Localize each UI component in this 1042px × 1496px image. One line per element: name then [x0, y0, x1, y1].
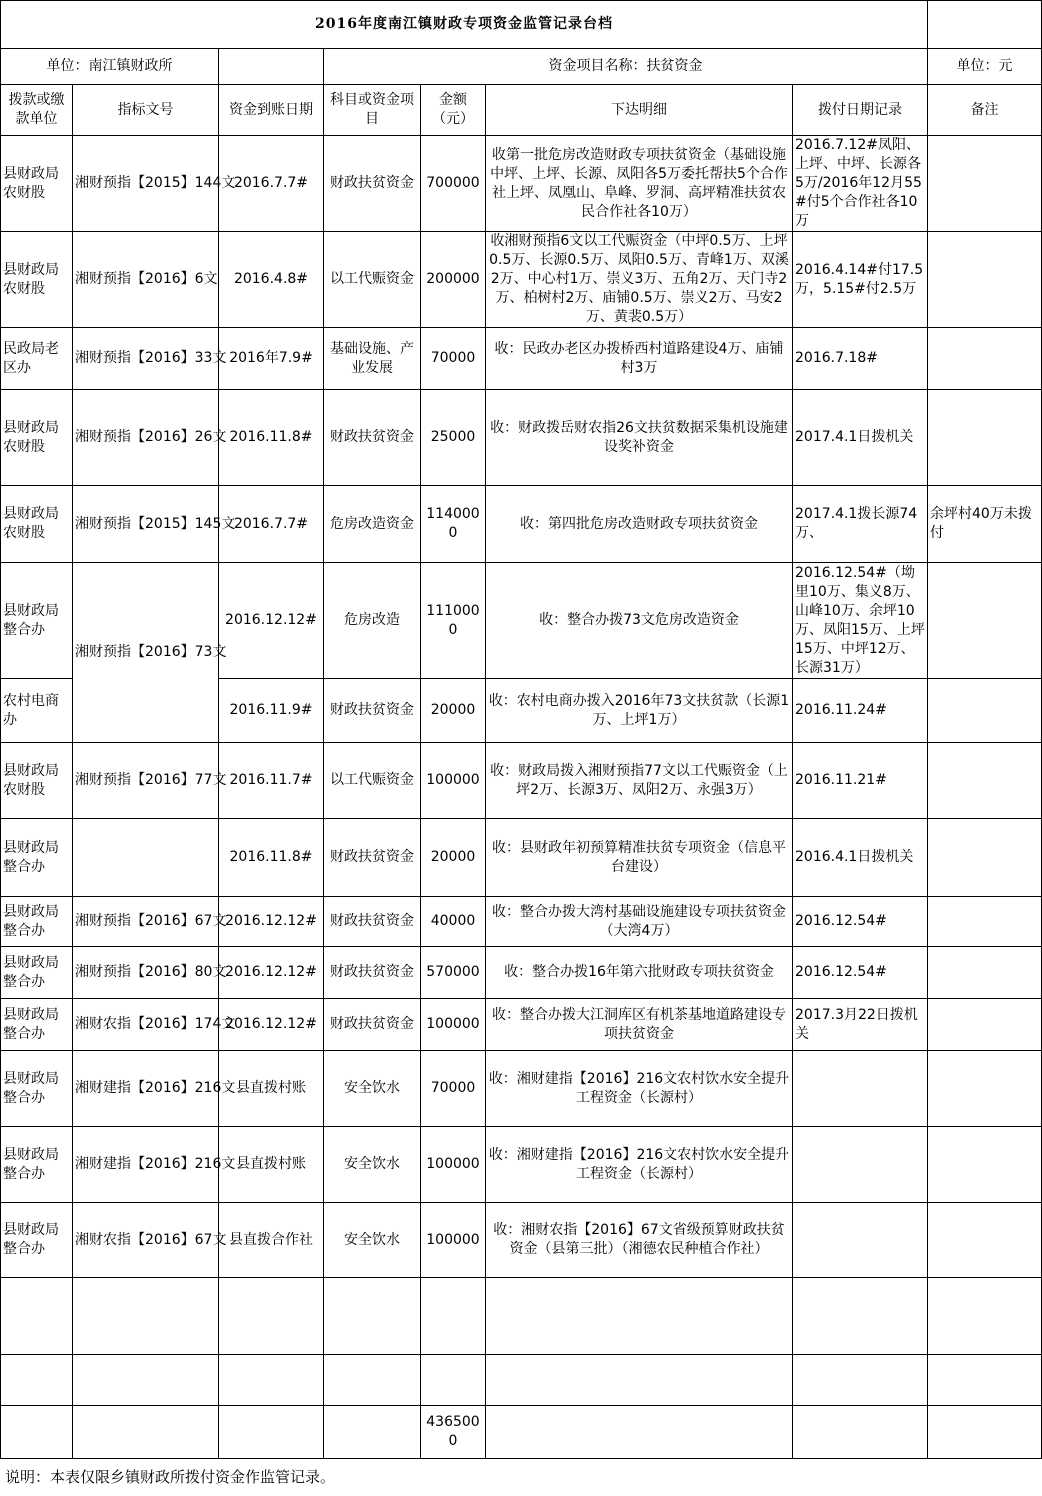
- cell-source: 县财政局整合办: [1, 819, 73, 897]
- cell-source: 县财政局整合办: [1, 563, 73, 679]
- cell-amount: 40000: [421, 897, 486, 947]
- cell-pay: [793, 1127, 928, 1203]
- cell-pay: 2016.7.18#: [793, 328, 928, 390]
- cell-amount: 100000: [421, 1127, 486, 1203]
- cell-amount: 100000: [421, 1203, 486, 1278]
- cell-date: 2016.11.8#: [219, 390, 324, 486]
- cell-subject: 财政扶贫资金: [324, 999, 421, 1051]
- cell-doc: 湘财预指【2015】145文: [73, 486, 219, 563]
- cell-doc: 湘财预指【2016】33文: [73, 328, 219, 390]
- project-name-label: 资金项目名称：扶贫资金: [324, 49, 928, 85]
- total-amount: 4365000: [421, 1406, 486, 1459]
- header-source: 拨款或缴款单位: [1, 85, 73, 136]
- table-row: [1, 1203, 1042, 1278]
- cell-subject: 以工代赈资金: [324, 743, 421, 819]
- cell-subject: 危房改造: [324, 563, 421, 679]
- cell-detail: 收湘财预指6文以工代赈资金（中坪0.5万、上坪0.5万、长源0.5万、凤阳0.5万、青峰1万、双溪2万、中心村1万、崇义3万、五角2万、天门寺2万、柏树村2万、庙铺0.5万、崇义2万、马安2万、黄裴0.5万）: [486, 232, 793, 328]
- cell-amount: 200000: [421, 232, 486, 328]
- table-row: [1, 947, 1042, 999]
- cell-source: 农村电商办: [1, 679, 73, 743]
- cell-amount: 100000: [421, 999, 486, 1051]
- table-row: [1, 136, 1042, 232]
- cell-amount: 70000: [421, 328, 486, 390]
- table-row: [1, 999, 1042, 1051]
- cell-date: 2016.12.12#: [219, 999, 324, 1051]
- cell-subject: 财政扶贫资金: [324, 819, 421, 897]
- cell-source: 县财政局整合办: [1, 1127, 73, 1203]
- cell-remark: [928, 390, 1042, 486]
- header-subject: 科目或资金项目: [324, 85, 421, 136]
- cell-amount: 25000: [421, 390, 486, 486]
- cell-doc: 湘财预指【2016】26文: [73, 390, 219, 486]
- cell-remark: [928, 1051, 1042, 1127]
- cell-subject: 财政扶贫资金: [324, 136, 421, 232]
- cell-detail: 收：财政局拨入湘财预指77文以工代赈资金（上坪2万、长源3万、凤阳2万、永强3万）: [486, 743, 793, 819]
- cell-remark: [928, 563, 1042, 679]
- cell-amount: 20000: [421, 819, 486, 897]
- title-empty-cell: [928, 1, 1042, 49]
- cell-pay: 2016.4.1日拨机关: [793, 819, 928, 897]
- cell-source: 县财政局整合办: [1, 1051, 73, 1127]
- cell-date: 2016年7.9#: [219, 328, 324, 390]
- cell-date: 2016.12.12#: [219, 947, 324, 999]
- table-row: [1, 1127, 1042, 1203]
- header-date: 资金到账日期: [219, 85, 324, 136]
- cell-remark: [928, 232, 1042, 328]
- cell-remark: [928, 136, 1042, 232]
- cell-pay: 2016.11.21#: [793, 743, 928, 819]
- info-row: [1, 49, 1042, 85]
- cell-detail: 收：民政办老区办拨桥西村道路建设4万、庙铺村3万: [486, 328, 793, 390]
- cell-source: 县财政局整合办: [1, 947, 73, 999]
- cell-amount: 1110000: [421, 563, 486, 679]
- cell-source: 民政局老区办: [1, 328, 73, 390]
- cell-date: 2016.4.8#: [219, 232, 324, 328]
- table-row: [1, 563, 1042, 679]
- cell-source: 县财政局农财股: [1, 232, 73, 328]
- cell-amount: 20000: [421, 679, 486, 743]
- cell-subject: 财政扶贫资金: [324, 679, 421, 743]
- header-amount: 金额（元）: [421, 85, 486, 136]
- cell-date: 2016.11.9#: [219, 679, 324, 743]
- cell-remark: [928, 743, 1042, 819]
- cell-pay: 2016.12.54#（坳里10万、集义8万、山峰10万、余坪10万、凤阳15万、上坪15万、中坪12万、长源31万）: [793, 563, 928, 679]
- cell-doc: 湘财预指【2016】6文: [73, 232, 219, 328]
- cell-date: 2016.12.12#: [219, 563, 324, 679]
- empty-row: [1, 1278, 1042, 1355]
- cell-amount: 570000: [421, 947, 486, 999]
- table-row: [1, 743, 1042, 819]
- cell-pay: [793, 1051, 928, 1127]
- cell-pay: 2016.7.12#凤阳、上坪、中坪、长源各5万/2016年12月55#付5个合作社各10万: [793, 136, 928, 232]
- cell-remark: [928, 328, 1042, 390]
- cell-source: 县财政局农财股: [1, 136, 73, 232]
- cell-date: 县直拨村账: [219, 1127, 324, 1203]
- cell-pay: 2017.4.1拨长源74万、: [793, 486, 928, 563]
- cell-source: 县财政局农财股: [1, 390, 73, 486]
- cell-detail: 收：湘财建指【2016】216文农村饮水安全提升工程资金（长源村）: [486, 1127, 793, 1203]
- cell-pay: 2016.12.54#: [793, 947, 928, 999]
- table-row: [1, 486, 1042, 563]
- table-row: [1, 328, 1042, 390]
- cell-doc: 湘财预指【2015】144文: [73, 136, 219, 232]
- header-row: [1, 85, 1042, 136]
- cell-doc: 湘财预指【2016】67文: [73, 897, 219, 947]
- cell-source: 县财政局整合办: [1, 999, 73, 1051]
- cell-date: 2016.11.7#: [219, 743, 324, 819]
- cell-detail: 收：整合办拨大江洞库区有机茶基地道路建设专项扶贫资金: [486, 999, 793, 1051]
- cell-date: 2016.12.12#: [219, 897, 324, 947]
- cell-pay: 2016.11.24#: [793, 679, 928, 743]
- cell-pay: [793, 1203, 928, 1278]
- table-row: [1, 1051, 1042, 1127]
- cell-date: 2016.7.7#: [219, 486, 324, 563]
- cell-source: 县财政局整合办: [1, 897, 73, 947]
- empty-row: [1, 1355, 1042, 1406]
- cell-remark: [928, 679, 1042, 743]
- cell-subject: 财政扶贫资金: [324, 947, 421, 999]
- cell-date: 县直拨合作社: [219, 1203, 324, 1278]
- cell-date: 2016.11.8#: [219, 819, 324, 897]
- table-row: [1, 390, 1042, 486]
- cell-amount: 100000: [421, 743, 486, 819]
- cell-remark: [928, 999, 1042, 1051]
- cell-doc: [73, 819, 219, 897]
- footer-note: 说明：本表仅限乡镇财政所拨付资金作监管记录。: [5, 1468, 336, 1486]
- currency-label: 单位：元: [928, 49, 1042, 85]
- cell-detail: 收：农村电商办拨入2016年73文扶贫款（长源1万、上坪1万）: [486, 679, 793, 743]
- cell-subject: 财政扶贫资金: [324, 390, 421, 486]
- cell-amount: 70000: [421, 1051, 486, 1127]
- cell-doc: 湘财建指【2016】216文: [73, 1127, 219, 1203]
- cell-detail: 收：整合办拨73文危房改造资金: [486, 563, 793, 679]
- cell-doc: 湘财预指【2016】80文: [73, 947, 219, 999]
- cell-amount: 1140000: [421, 486, 486, 563]
- cell-detail: 收：湘财建指【2016】216文农村饮水安全提升工程资金（长源村）: [486, 1051, 793, 1127]
- cell-doc: 湘财农指【2016】67文: [73, 1203, 219, 1278]
- cell-subject: 以工代赈资金: [324, 232, 421, 328]
- table-row: [1, 819, 1042, 897]
- cell-pay: 2017.3月22日拨机关: [793, 999, 928, 1051]
- cell-doc: 湘财农指【2016】174文: [73, 999, 219, 1051]
- cell-date: 县直拨村账: [219, 1051, 324, 1127]
- total-row: [1, 1406, 1042, 1459]
- cell-subject: 危房改造资金: [324, 486, 421, 563]
- cell-detail: 收：整合办拨大湾村基础设施建设专项扶贫资金（大湾4万）: [486, 897, 793, 947]
- table-row: [1, 232, 1042, 328]
- header-doc: 指标文号: [73, 85, 219, 136]
- cell-subject: 安全饮水: [324, 1051, 421, 1127]
- cell-doc: 湘财建指【2016】216文: [73, 1051, 219, 1127]
- cell-source: 县财政局农财股: [1, 743, 73, 819]
- info-empty-cell: [219, 49, 324, 85]
- cell-detail: 收：湘财农指【2016】67文省级预算财政扶贫资金（县第三批）（湘德农民种植合作社）: [486, 1203, 793, 1278]
- cell-remark: [928, 1203, 1042, 1278]
- cell-detail: 收：县财政年初预算精准扶贫专项资金（信息平台建设）: [486, 819, 793, 897]
- cell-date: 2016.7.7#: [219, 136, 324, 232]
- page-title: 2016年度南江镇财政专项资金监管记录台档: [1, 1, 928, 49]
- cell-detail: 收第一批危房改造财政专项扶贫资金（基础设施中坪、上坪、长源、凤阳各5万委托帮扶5个合作社上坪、凤凰山、阜峰、罗洞、高坪精准扶贫农民合作社各10万）: [486, 136, 793, 232]
- cell-subject: 安全饮水: [324, 1127, 421, 1203]
- cell-remark: [928, 1127, 1042, 1203]
- header-detail: 下达明细: [486, 85, 793, 136]
- cell-pay: 2016.4.14#付17.5万，5.15#付2.5万: [793, 232, 928, 328]
- title-row: [1, 1, 1042, 49]
- cell-remark: [928, 897, 1042, 947]
- cell-subject: 安全饮水: [324, 1203, 421, 1278]
- cell-remark: [928, 819, 1042, 897]
- cell-detail: 收：第四批危房改造财政专项扶贫资金: [486, 486, 793, 563]
- header-pay: 拨付日期记录: [793, 85, 928, 136]
- cell-pay: 2017.4.1日拨机关: [793, 390, 928, 486]
- cell-doc: 湘财预指【2016】77文: [73, 743, 219, 819]
- cell-detail: 收：整合办拨16年第六批财政专项扶贫资金: [486, 947, 793, 999]
- cell-amount: 700000: [421, 136, 486, 232]
- unit-label: 单位：南江镇财政所: [1, 49, 219, 85]
- table-row: [1, 897, 1042, 947]
- header-remark: 备注: [928, 85, 1042, 136]
- cell-pay: 2016.12.54#: [793, 897, 928, 947]
- cell-doc: 湘财预指【2016】73文: [73, 563, 219, 743]
- cell-source: 县财政局农财股: [1, 486, 73, 563]
- cell-detail: 收：财政拨岳财农指26文扶贫数据采集机设施建设奖补资金: [486, 390, 793, 486]
- cell-subject: 财政扶贫资金: [324, 897, 421, 947]
- cell-source: 县财政局整合办: [1, 1203, 73, 1278]
- cell-remark: 余坪村40万未拨付: [928, 486, 1042, 563]
- cell-subject: 基础设施、产业发展: [324, 328, 421, 390]
- cell-remark: [928, 947, 1042, 999]
